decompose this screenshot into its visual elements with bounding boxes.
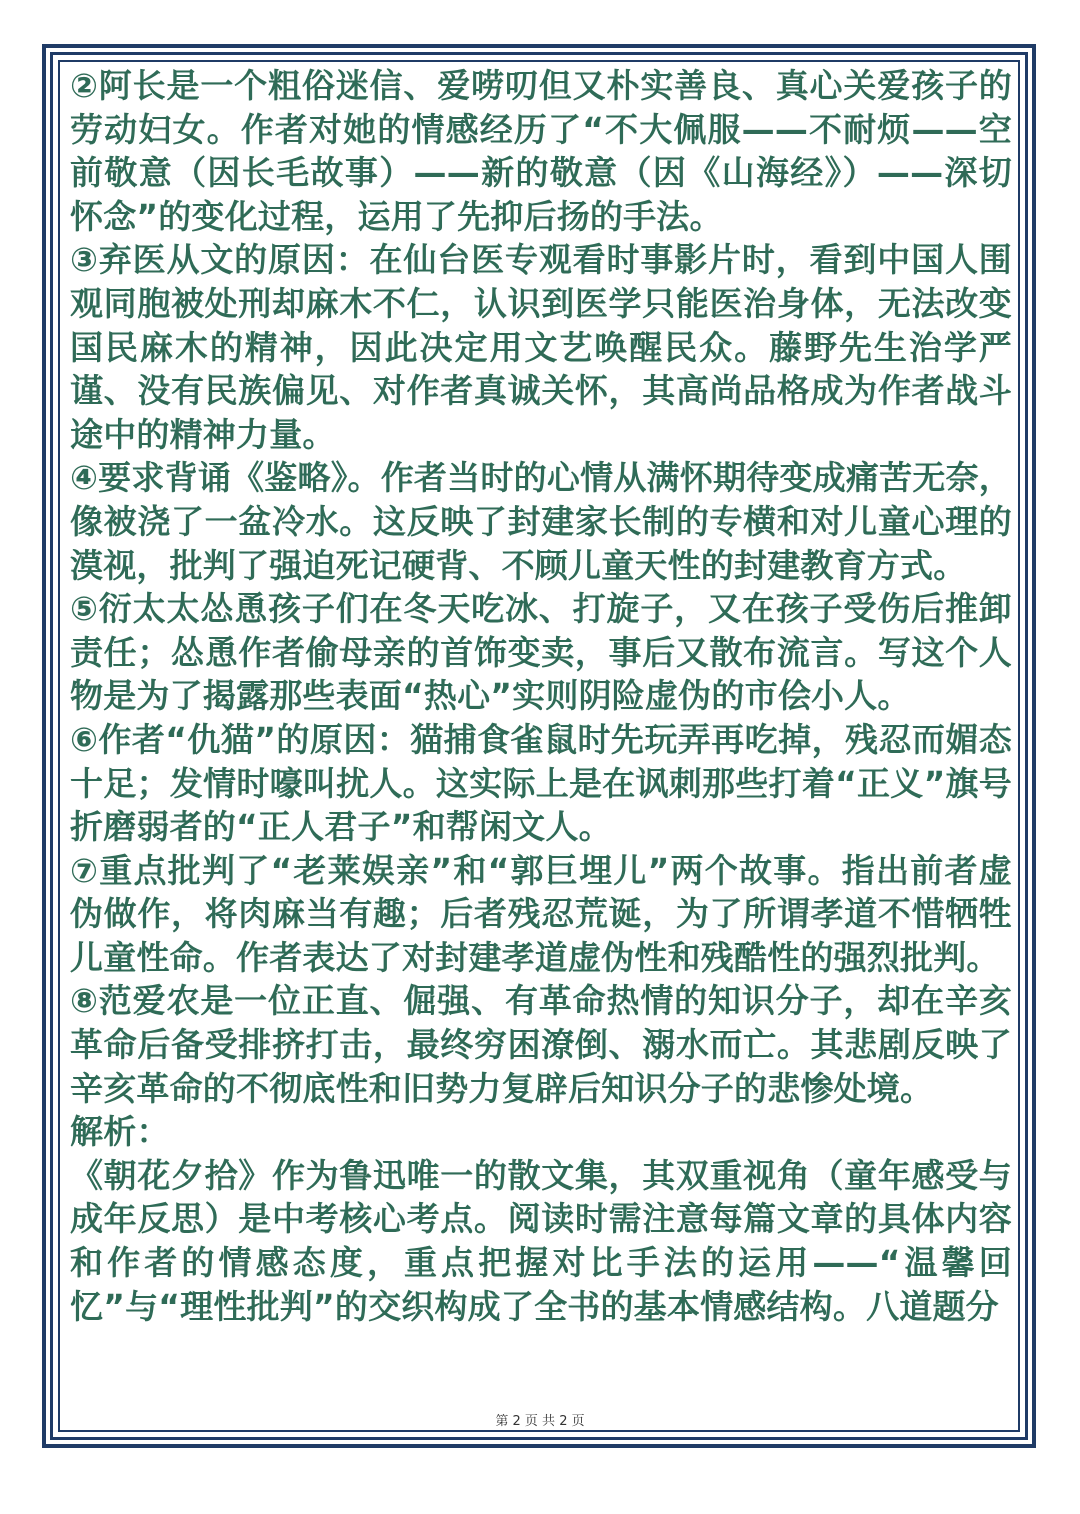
answer-paragraph-7: ⑦重点批判了“老莱娱亲”和“郭巨埋儿”两个故事。指出前者虚伪做作，将肉麻当有趣；后者残忍荒诞，为了所谓孝道不惜牺牲儿童性命。作者表达了对封建孝道虚伪性和残酷性的强烈批判。 xyxy=(70,850,1012,977)
analysis-heading: 解析： xyxy=(70,1112,170,1152)
page-number-footer: 第 2 页 共 2 页 xyxy=(495,1414,585,1429)
answer-paragraph-5: ⑤衍太太怂恿孩子们在冬天吃冰、打旋子，又在孩子受伤后推卸责任；怂恿作者偷母亲的首饰变卖，事后又散布流言。写这个人物是为了揭露那些表面“热心”实则阴险虚伪的市侩小人。 xyxy=(70,589,1012,716)
answer-paragraph-2: ②阿长是一个粗俗迷信、爱唠叨但又朴实善良、真心关爱孩子的劳动妇女。作者对她的情感经历了“不大佩服——不耐烦——空前敬意（因长毛故事）——新的敬意（因《山海经》）——深切怀念”的变化过程，运用了先抑后扬的手法。 xyxy=(70,66,1012,236)
answer-paragraph-4: ④要求背诵《鉴略》。作者当时的心情从满怀期待变成痛苦无奈，像被浇了一盆冷水。这反映了封建家长制的专横和对儿童心理的漠视，批判了强迫死记硬背、不顾儿童天性的封建教育方式。 xyxy=(70,458,1012,585)
answer-paragraph-3: ③弃医从文的原因：在仙台医专观看时事影片时，看到中国人围观同胞被处刑却麻木不仁，认识到医学只能医治身体，无法改变国民麻木的精神，因此决定用文艺唤醒民众。藤野先生治学严谨、没有民族偏见、对作者真诚关怀，其高尚品格成为作者战斗途中的精神力量。 xyxy=(70,240,1012,454)
answer-paragraph-6: ⑥作者“仇猫”的原因：猫捕食雀鼠时先玩弄再吃掉，残忍而媚态十足；发情时嚎叫扰人。这实际上是在讽刺那些打着“正义”旗号折磨弱者的“正人君子”和帮闲文人。 xyxy=(70,719,1012,847)
analysis-paragraph: 《朝花夕拾》作为鲁迅唯一的散文集，其双重视角（童年感受与成年反思）是中考核心考点。阅读时需注意每篇文章的具体内容和作者的情感态度，重点把握对比手法的运用——“温馨回忆”与“理性批判”的交织构成了全书的基本情感结构。八道题分 xyxy=(70,1155,1012,1326)
document-body xyxy=(70,64,1012,1404)
answer-paragraph-8: ⑧范爱农是一位正直、倔强、有革命热情的知识分子，却在辛亥革命后备受排挤打击，最终穷困潦倒、溺水而亡。其悲剧反映了辛亥革命的不彻底性和旧势力复辟后知识分子的悲惨处境。 xyxy=(70,981,1012,1108)
